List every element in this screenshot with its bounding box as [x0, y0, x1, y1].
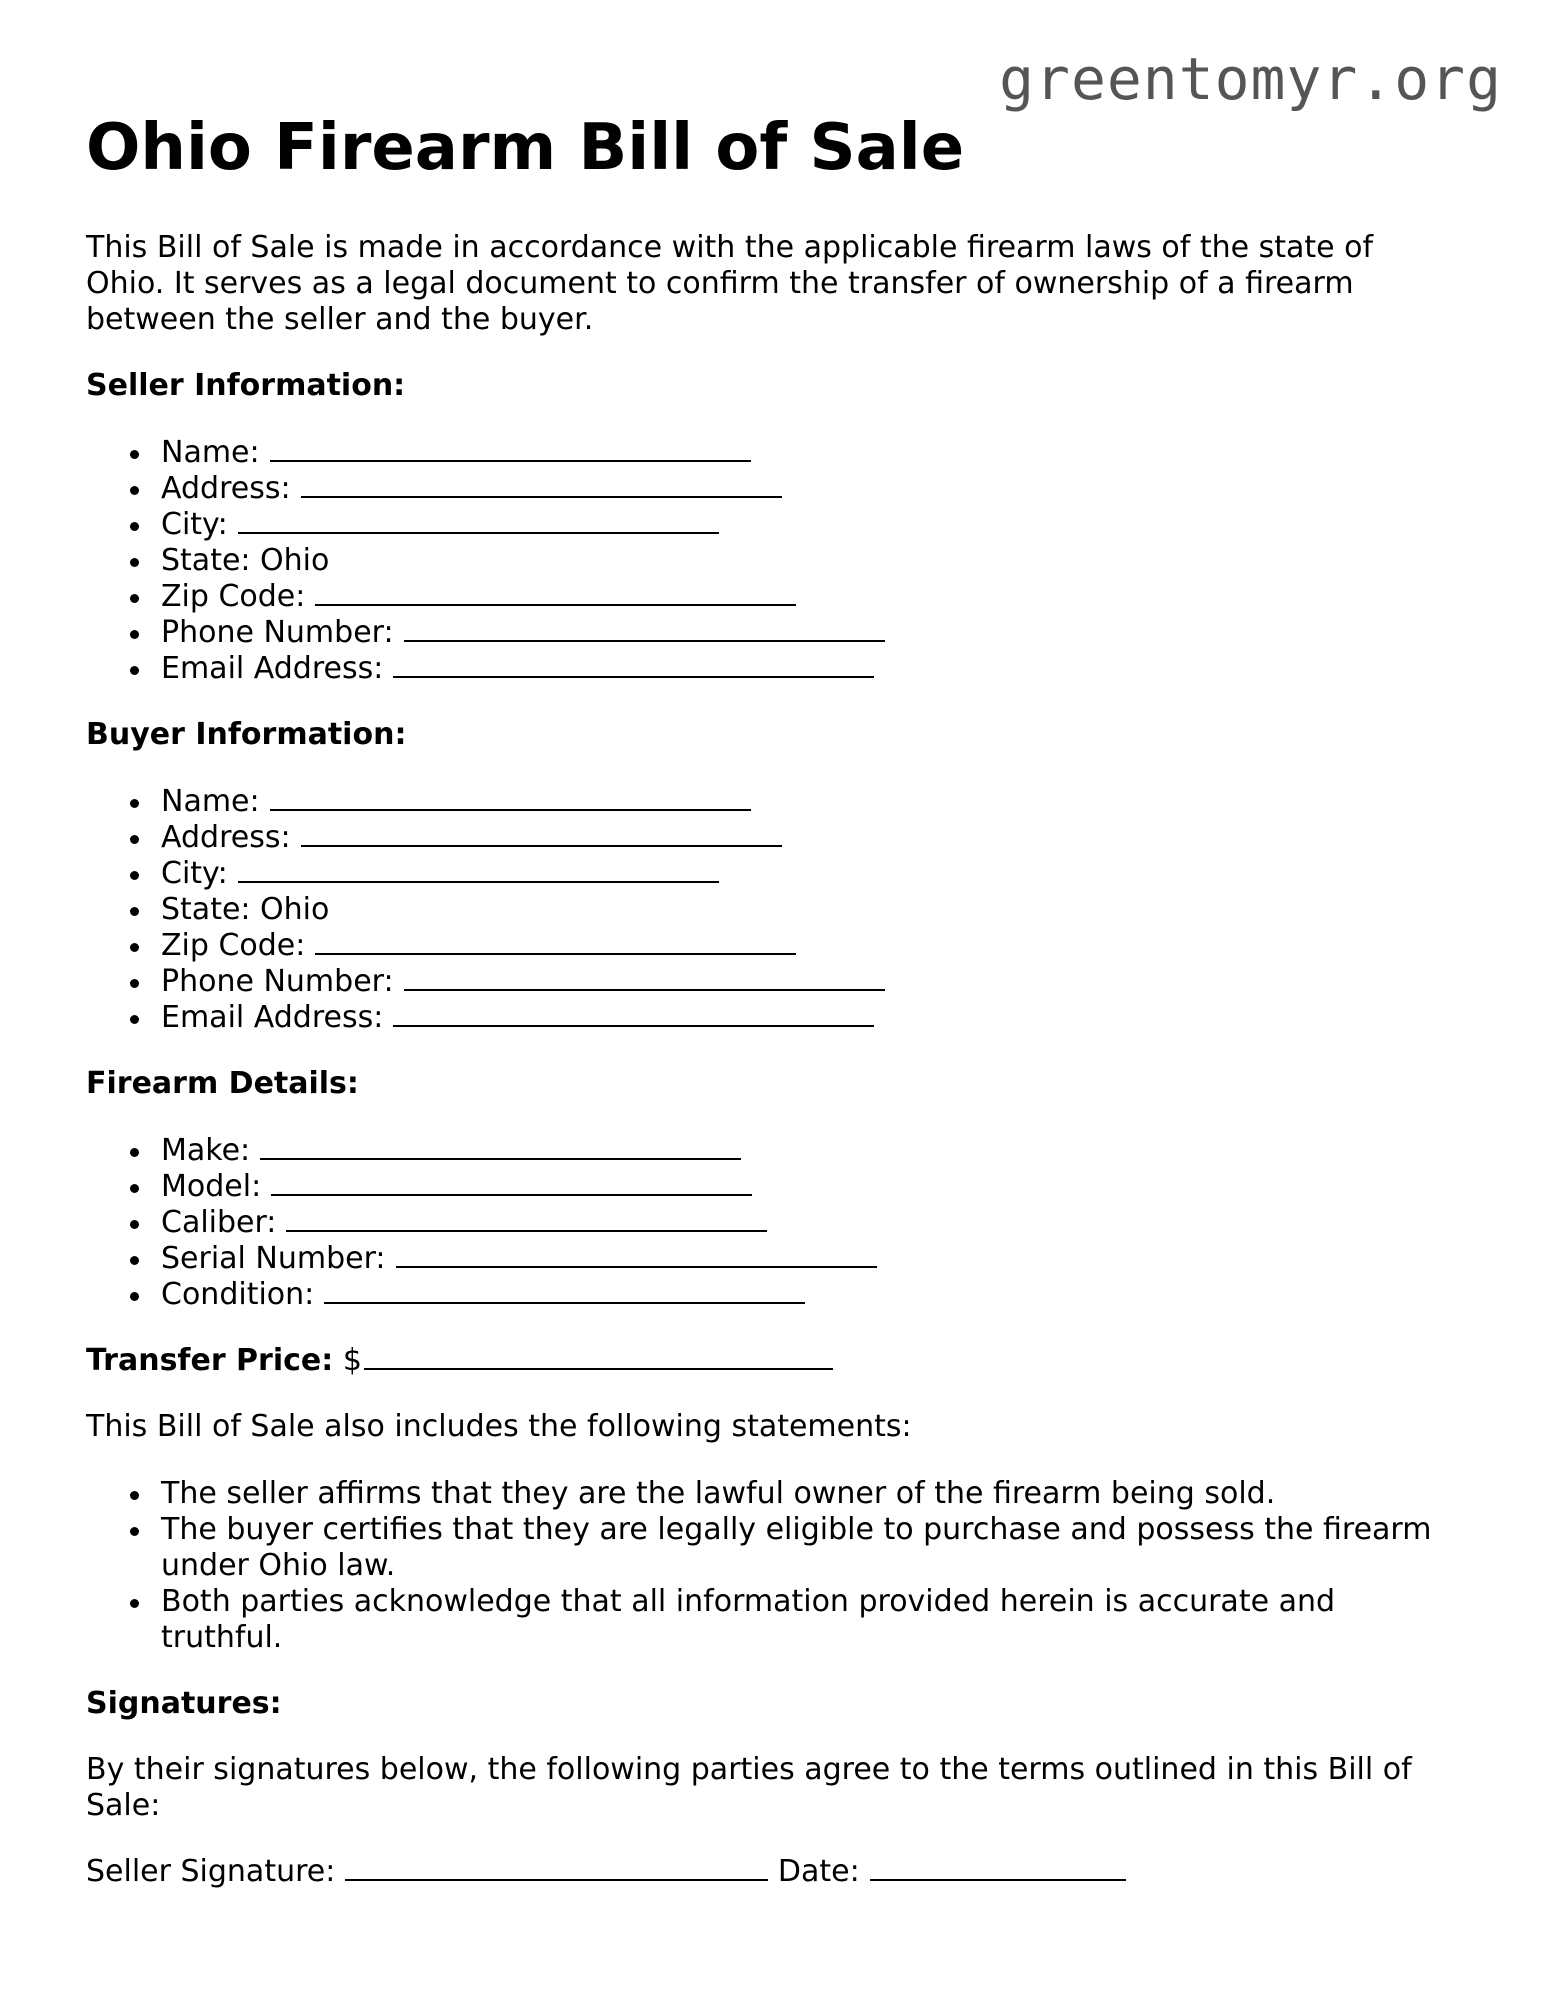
transfer-price-line — [86, 1343, 1486, 1379]
firearm-make-item — [161, 1133, 1486, 1169]
seller-phone-item — [161, 615, 1486, 651]
seller-email-item — [161, 651, 1486, 687]
seller-email-blank[interactable] — [393, 654, 874, 678]
document-page — [86, 108, 1486, 1890]
buyer-zip-blank[interactable] — [315, 931, 796, 955]
seller-name-blank[interactable] — [270, 438, 751, 462]
buyer-fields-list — [86, 784, 1486, 1036]
firearm-fields-list — [86, 1133, 1486, 1313]
field-label: Serial Number: — [161, 1241, 386, 1276]
field-label: Zip Code: — [161, 579, 306, 614]
field-label: Email Address: — [161, 1000, 384, 1035]
watermark: greentomyr.org — [999, 45, 1502, 113]
field-label: City: — [161, 856, 228, 891]
firearm-model-blank[interactable] — [271, 1172, 752, 1196]
buyer-address-item — [161, 820, 1486, 856]
buyer-email-item — [161, 1000, 1486, 1036]
seller-city-blank[interactable] — [238, 510, 719, 534]
buyer-address-blank[interactable] — [301, 823, 782, 847]
transfer-price-label: Transfer Price: — [86, 1343, 334, 1378]
seller-signature-label: Seller Signature: — [86, 1854, 336, 1889]
seller-city-item — [161, 507, 1486, 543]
firearm-section-heading: Firearm Details: — [86, 1066, 359, 1101]
intro-paragraph: This Bill of Sale is made in accordance with the applicable firearm laws of the state of Ohio. It serves as a legal document to confirm the transfer of ownership of a firearm between the seller and the buyer. — [86, 230, 1374, 337]
statement-item: Both parties acknowledge that all information provided herein is accurate and truthful. — [161, 1584, 1461, 1656]
firearm-condition-item — [161, 1277, 1486, 1313]
date-blank[interactable] — [870, 1857, 1126, 1881]
field-label: Phone Number: — [161, 615, 394, 650]
seller-address-blank[interactable] — [301, 474, 782, 498]
seller-phone-blank[interactable] — [404, 618, 885, 642]
buyer-city-item — [161, 856, 1486, 892]
buyer-city-blank[interactable] — [238, 859, 719, 883]
firearm-serial-blank[interactable] — [396, 1244, 877, 1268]
page-title: Ohio Firearm Bill of Sale — [86, 111, 965, 185]
firearm-model-item — [161, 1169, 1486, 1205]
date-label: Date: — [777, 1854, 860, 1889]
field-label: City: — [161, 507, 228, 542]
firearm-caliber-blank[interactable] — [286, 1208, 767, 1232]
field-label: State: Ohio — [161, 892, 330, 927]
buyer-state-item — [161, 892, 1486, 928]
field-label: Address: — [161, 820, 291, 855]
field-label: Name: — [161, 435, 260, 470]
signatures-section-heading: Signatures: — [86, 1686, 282, 1721]
seller-name-item — [161, 435, 1486, 471]
field-label: Zip Code: — [161, 928, 306, 963]
field-label: State: Ohio — [161, 543, 330, 578]
statements-list — [86, 1476, 1486, 1656]
seller-zip-item — [161, 579, 1486, 615]
seller-zip-blank[interactable] — [315, 582, 796, 606]
buyer-section-heading: Buyer Information: — [86, 717, 407, 752]
statement-item: The buyer certifies that they are legally eligible to purchase and possess the firearm under Ohio law. — [161, 1512, 1461, 1584]
buyer-name-blank[interactable] — [270, 787, 751, 811]
field-label: Condition: — [161, 1277, 315, 1312]
field-label: Email Address: — [161, 651, 384, 686]
field-label: Phone Number: — [161, 964, 394, 999]
buyer-phone-blank[interactable] — [404, 967, 885, 991]
statement-item: The seller affirms that they are the lawful owner of the firearm being sold. — [161, 1476, 1461, 1512]
buyer-email-blank[interactable] — [393, 1003, 874, 1027]
firearm-make-blank[interactable] — [260, 1136, 741, 1160]
buyer-zip-item — [161, 928, 1486, 964]
buyer-name-item — [161, 784, 1486, 820]
buyer-phone-item — [161, 964, 1486, 1000]
field-label: Address: — [161, 471, 291, 506]
seller-signature-line — [86, 1854, 1486, 1890]
field-label: Name: — [161, 784, 260, 819]
firearm-caliber-item — [161, 1205, 1486, 1241]
firearm-serial-item — [161, 1241, 1486, 1277]
seller-state-item — [161, 543, 1486, 579]
seller-section-heading: Seller Information: — [86, 368, 406, 403]
field-label: Model: — [161, 1169, 262, 1204]
seller-address-item — [161, 471, 1486, 507]
seller-signature-blank[interactable] — [345, 1857, 768, 1881]
statements-intro: This Bill of Sale also includes the following statements: — [86, 1409, 912, 1444]
seller-fields-list — [86, 435, 1486, 687]
field-label: Make: — [161, 1133, 251, 1168]
currency-symbol: $ — [342, 1343, 362, 1378]
signatures-agreement: By their signatures below, the following parties agree to the terms outlined in this Bill of Sale: — [86, 1752, 1412, 1823]
firearm-condition-blank[interactable] — [324, 1280, 805, 1304]
transfer-price-blank[interactable] — [364, 1346, 833, 1370]
field-label: Caliber: — [161, 1205, 277, 1240]
